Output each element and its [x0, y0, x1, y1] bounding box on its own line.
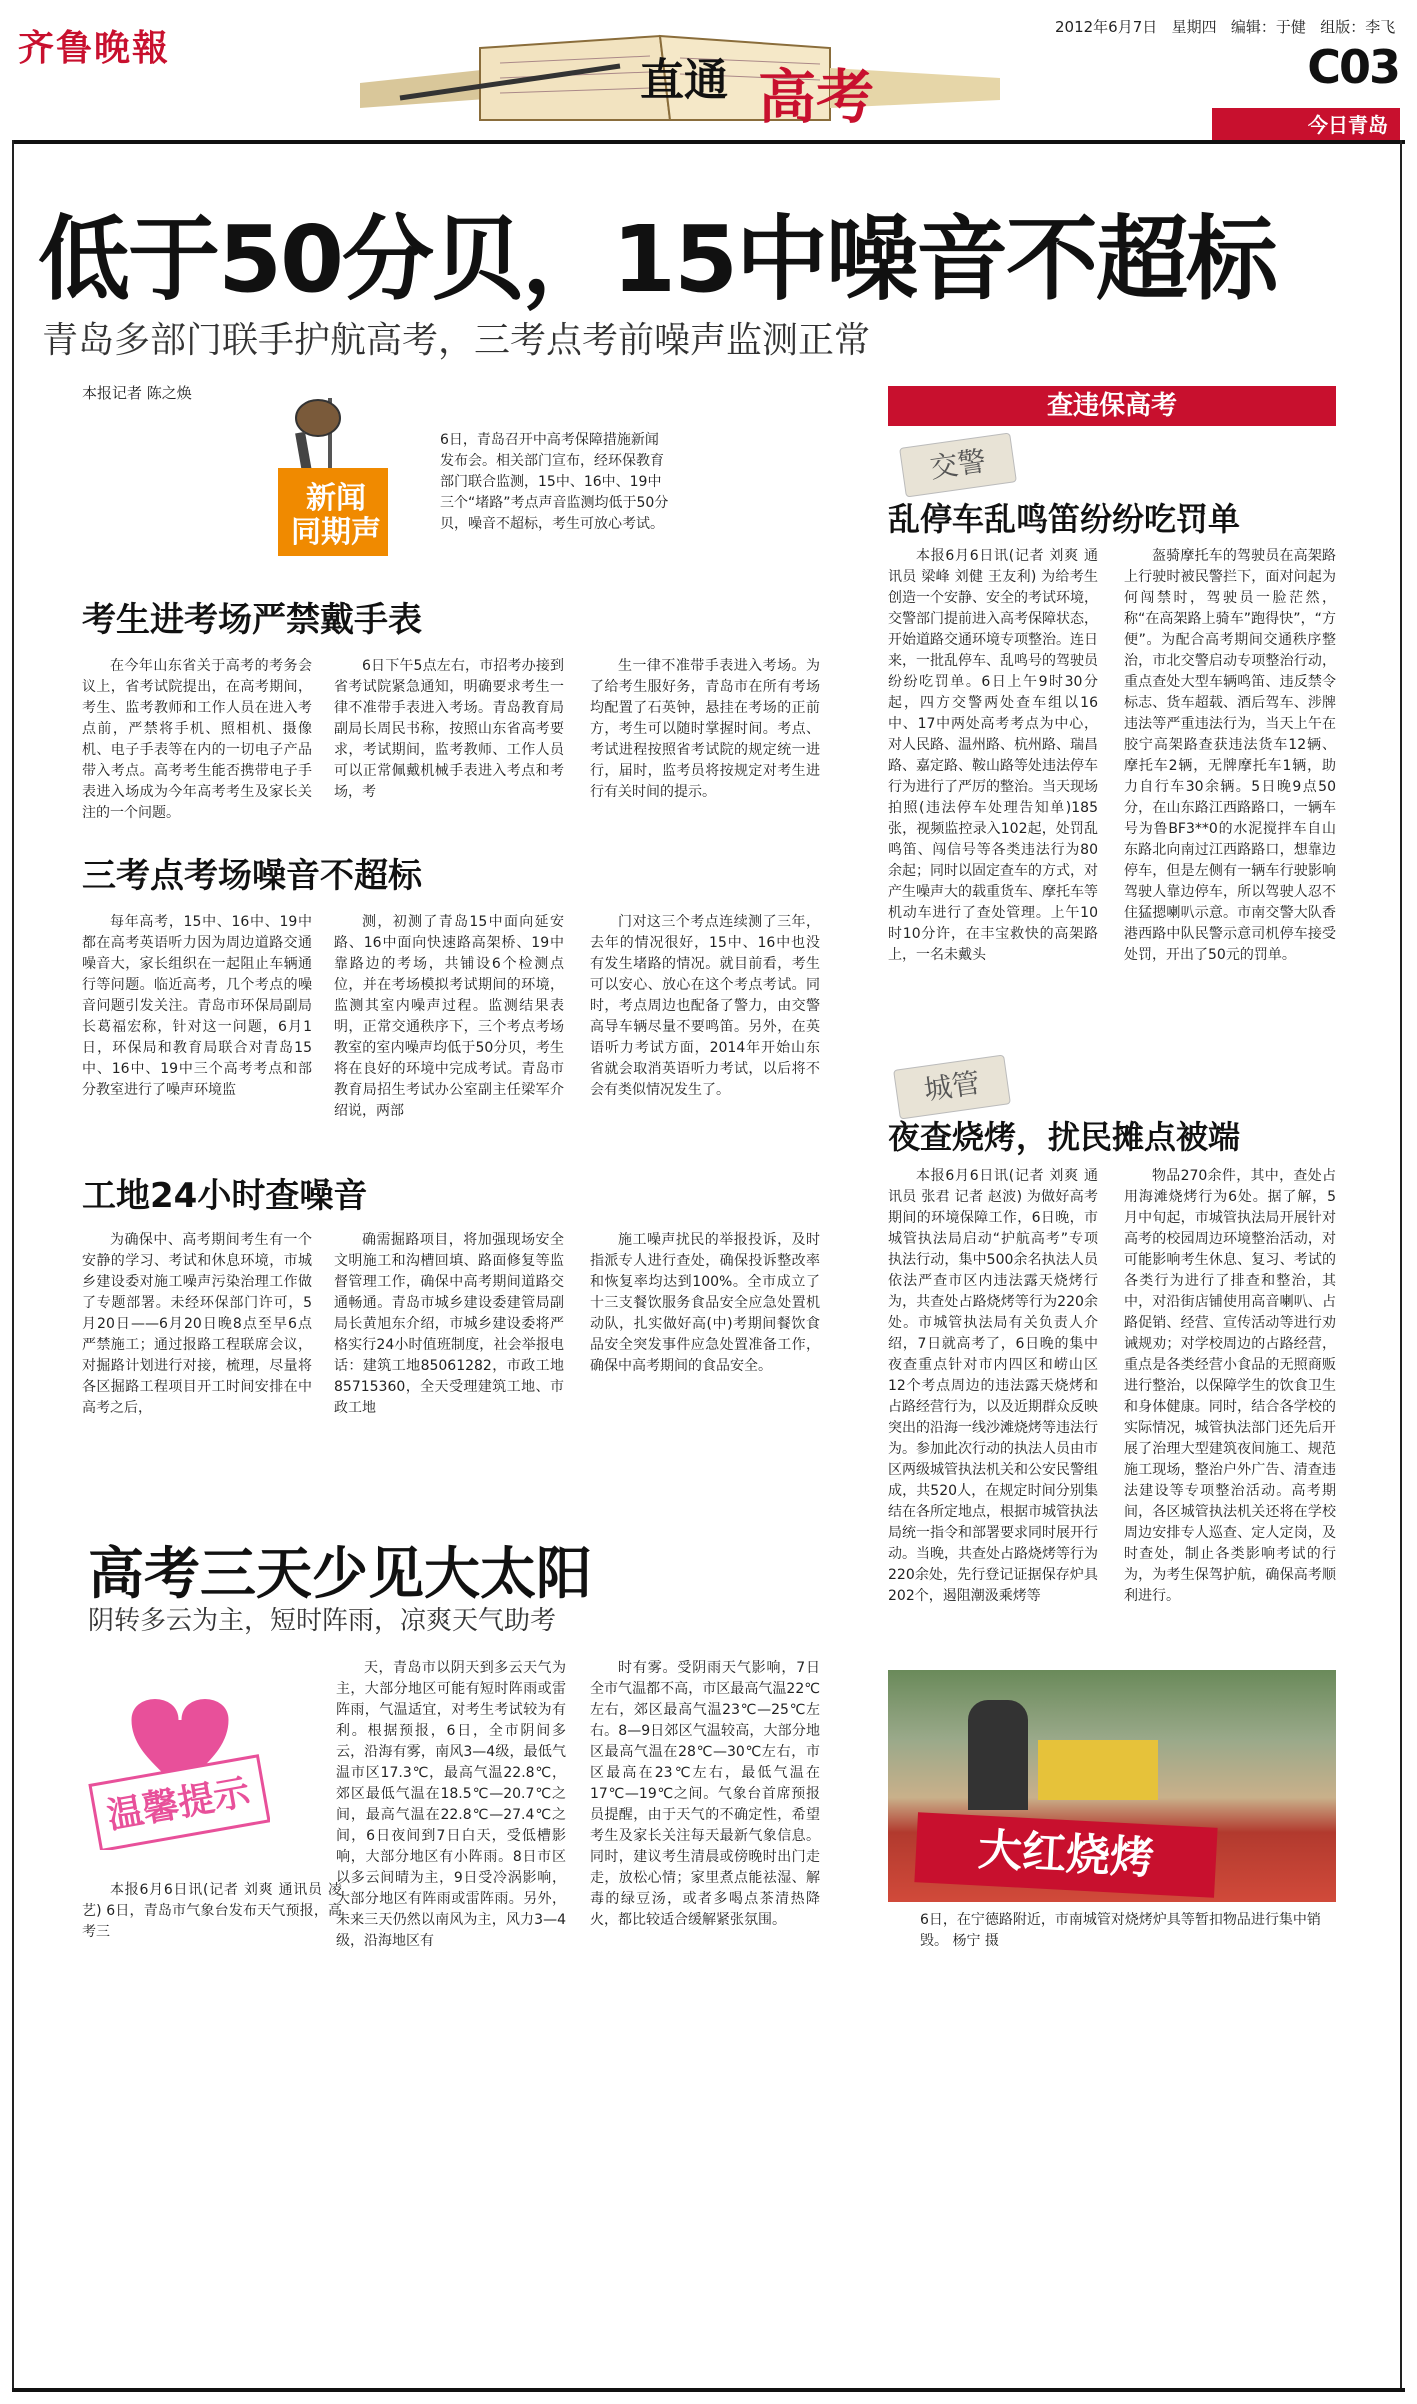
- section-2-col-3: 门对这三个考点连续测了三年，去年的情况很好，15中、16中也没有发生堵路的情况。就目前看，考生可以安心、放心在这个考点考试。同时，考点周边也配备了警力，由交警高导车辆尽量不要鸣笛。另外，在英语听力考试方面，2014年开始山东省就会取消英语听力考试，以后将不会有类似情况发生了。: [590, 914, 820, 1098]
- bbq-sign: 大红烧烤: [914, 1812, 1217, 1898]
- section-1-col-1: 在今年山东省关于高考的考务会议上，省考试院提出，在高考期间，考生、监考教师和工作人员在进入考点前，严禁将手机、照相机、摄像机、电子手表等在内的一切电子产品带入考点。高考考生能否携带电子手表进入场成为今年高考考生及家长关注的一个问题。: [82, 658, 312, 821]
- today-qingdao-label: 今日青岛: [1212, 108, 1400, 142]
- banner-title-gaokao: 高考: [758, 63, 875, 131]
- section-2-col-2: 测，初测了青岛15中面向延安路、16中面向快速路高架桥、19中靠路边的考场，共铺设6个检测点位，并在考场模拟考试期间的环境，监测其室内噪声过程。监测结果表明，正常交通秩序下，三个考点考场教室的室内噪声均低于50分贝，考生将在良好的环境中完成考试。青岛市教育局招生考试办公室副主任梁军介绍说，两部: [334, 914, 564, 1119]
- left-border: [12, 140, 14, 2390]
- weather-subhead: 阴转多云为主，短时阵雨，凉爽天气助考: [88, 1606, 557, 1636]
- main-subhead: 青岛多部门联手护航高考，三考点考前噪声监测正常: [42, 320, 871, 361]
- tip-sticker: [80, 1680, 270, 1850]
- top-rule: [12, 140, 1405, 144]
- weather-byline: 本报6月6日讯(记者 刘爽 通讯员 凌艺) 6日，青岛市气象台发布天气预报，高考三: [82, 1882, 342, 1940]
- issue-meta: [1055, 16, 1395, 37]
- news-photo: [888, 1670, 1336, 1902]
- section-1-col-3: 生一律不准带手表进入考场。为了给考生服好务，青岛市在所有考场均配置了石英钟，悬挂在考场的正前方，考生可以随时掌握时间。考点、考试进程按照省考试院的规定统一进行，届时，监考员将按规定对考生进行有关时间的提示。: [590, 658, 820, 800]
- right-section-banner: 查违保高考: [888, 386, 1336, 426]
- section-3-col-1: 为确保中、高考期间考生有一个安静的学习、考试和休息环境，市城乡建设委对施工噪声污染治理工作做了专题部署。未经环保部门许可，5月20日——6月20日晚8点至早6点严禁施工；通过报路工程联席会议，对掘路计划进行对接，梳理，尽量将各区掘路工程项目开工时间安排在中高考之后，: [82, 1232, 312, 1416]
- weather-col-2: 时有雾。受阴雨天气影响，7日全市气温都不高，市区最高气温22℃左右，郊区最高气温23℃—25℃左右。8—9日郊区气温较高，大部分地区最高气温在28℃—30℃左右，市区最高在23℃左右，最低气温在17℃—19℃之间。气象台首席预报员提醒，由于天气的不确定性，希望考生及家长关注每天最新气象信息。同时，建议考生清晨或傍晚时出门走走，放松心情；家里煮点能祛湿、解毒的绿豆汤，或者多喝点茶清热降火，都比较适合缓解紧张氛围。: [590, 1660, 820, 1928]
- traffic-col-2: 盔骑摩托车的驾驶员在高架路上行驶时被民警拦下，面对问起为何闯禁时，驾驶员一脸茫然，称“在高架路上骑车”跑得快”，“方便”。为配合高考期间交通秩序整治，市北交警启动专项整治行动，重点查处大型车辆鸣笛、违反禁令标志、货车超载、酒后驾车、涉牌违法等严重违法行为，当天上午在胶宁高架路查获违法货车12辆、摩托车2辆，无牌摩托车1辆，助力自行车30余辆。5日晚9点50分，在山东路江西路路口，一辆车号为鲁BF3**0的水泥搅拌车自山东路北向南过江西路路口，想靠边停车，但是左侧有一辆车行驶影响驾驶人靠边停车，所以驾驶人忍不住猛摁喇叭示意。市南交警大队香港西路中队民警示意司机停车接受处罚，开出了50元的罚单。: [1124, 548, 1336, 963]
- traffic-headline: 乱停车乱鸣笛纷纷吃罚单: [888, 500, 1241, 538]
- tag-city-management: 城管: [893, 1054, 1011, 1119]
- banner-title-direct: 直通: [640, 55, 728, 106]
- person-figure: [968, 1700, 1028, 1810]
- weather-col-1: 天，青岛市以阴天到多云天气为主，大部分地区可能有短时阵雨或雷阵雨，气温适宜，对考生考试较为有利。根据预报，6日，全市阴间多云，沿海有雾，南风3—4级，最低气温市区17.3℃，最高气温22.8℃，郊区最低气温在18.5℃—20.7℃之间，最高气温在22.8℃—27.4℃之间，6日夜间到7日白天，受低槽影响，大部分地区有小阵雨。8日市区以多云间晴为主，9日受冷涡影响，大部分地区有阵雨或雷阵雨。另外，未来三天仍然以南风为主，风力3—4级，沿海地区有: [336, 1660, 566, 1949]
- news-badge: [238, 398, 428, 568]
- section-title-noise: 三考点考场噪音不超标: [82, 856, 422, 896]
- section-title-watch: 考生进考场严禁戴手表: [82, 600, 422, 640]
- section-title-construction: 工地24小时查噪音: [82, 1176, 368, 1216]
- photo-caption: 6日，在宁德路附近，市南城管对烧烤炉具等暂扣物品进行集中销毁。 杨宁 摄: [920, 1912, 1321, 1949]
- issue-editor: 编辑：于健: [1230, 18, 1306, 36]
- issue-date: 2012年6月7日: [1055, 18, 1158, 36]
- issue-weekday: 星期四: [1171, 18, 1217, 36]
- page-number: C03: [1307, 40, 1399, 94]
- right-border: [1400, 140, 1402, 2390]
- section-3-col-3: 施工噪声扰民的举报投诉，及时指派专人进行查处，确保投诉整改率和恢复率均达到100%。全市成立了十三支餐饮服务食品安全应急处置机动队，扎实做好高(中)考期间餐饮食品安全突发事件应急处置准备工作，确保中高考期间的食品安全。: [590, 1232, 820, 1374]
- weather-headline: 高考三天少见大太阳: [88, 1542, 592, 1607]
- newspaper-logo: 齐鲁晚報: [18, 27, 171, 69]
- main-headline: 低于50分贝，15中噪音不超标: [38, 206, 1277, 313]
- bbq-col-1: 本报6月6日讯(记者 刘爽 通讯员 张君 记者 赵波) 为做好高考期间的环境保障工作，6日晚，市城管执法局启动“护航高考”专项执法行动，集中500余名执法人员依法严查市区内违法露天烧烤行为，共查处占路烧烤等行为220余处。市城管执法局有关负责人介绍，7日就高考了，6日晚的集中夜查重点针对市内四区和崂山区12个考点周边的违法露天烧烤和占路经营行为，以及近期群众反映突出的沿海一线沙滩烧烤等违法行为。参加此次行动的执法人员由市区两级城管执法机关和公安民警组成，共520人，在规定时间分别集结在各所定地点，根据市城管执法局统一指令和部署要求同时展开行动。当晚，共查处占路烧烤等行为220余处，先行登记证据保存炉具202个，遏阻潮汲乘烤等: [888, 1168, 1098, 1604]
- bottom-rule: [12, 2388, 1405, 2392]
- traffic-col-1: 本报6月6日讯(记者 刘爽 通讯员 梁峰 刘健 王友利) 为给考生创造一个安静、安全的考试环境，交警部门提前进入高考保障状态，开始道路交通环境专项整治。连日来，一批乱停车、乱鸣号的驾驶员纷纷吃罚单。6日上午9时30分起，四方交警两处查车组以16中、17中两处高考考点为中心，对人民路、温州路、杭州路、瑞昌路、嘉定路、鞍山路等处违法停车行为进行了严厉的整治。当天现场拍照(违法停车处理告知单)185张，视频监控录入102起，处罚乱鸣笛、闯信号等各类违法行为80余起；同时以固定查车的方式，对产生噪声大的载重货车、摩托车等机动车进行了查处管理。上午10时10分许，在丰宝救快的高架路上，一名未戴头: [888, 548, 1098, 963]
- issue-layout: 组版：李飞: [1320, 18, 1396, 36]
- bbq-headline: 夜查烧烤，扰民摊点被端: [888, 1118, 1241, 1156]
- tag-traffic-police: 交警: [899, 432, 1017, 497]
- tip-sticker-label: 温馨提示: [104, 1771, 254, 1838]
- bbq-stall: [1038, 1740, 1158, 1800]
- main-byline: 本报记者 陈之焕: [82, 384, 192, 402]
- lead-paragraph: 6日，青岛召开中高考保障措施新闻发布会。相关部门宣布，经环保教育部门联合监测，15中、16中、19中三个“堵路”考点声音监测均低于50分贝，噪音不超标，考生可放心考试。: [440, 432, 669, 532]
- section-1-col-2: 6日下午5点左右，市招考办接到省考试院紧急通知，明确要求考生一律不准带手表进入考场。青岛教育局副局长周民书称，按照山东省高考要求，考试期间，监考教师、工作人员可以正常佩戴机械手表进入考点和考场，考: [334, 658, 564, 800]
- section-2-col-1: 每年高考，15中、16中、19中都在高考英语听力因为周边道路交通噪音大，家长组织在一起阻止车辆通行等问题。临近高考，几个考点的噪音问题引发关注。青岛市环保局副局长葛福宏称，针对这一问题，6月1日，环保局和教育局联合对青岛15中、16中、19中三个高考考点和部分教室进行了噪声环境监: [82, 914, 312, 1098]
- section-3-col-2: 确需掘路项目，将加强现场安全文明施工和沟槽回填、路面修复等监督管理工作，确保中高考期间道路交通畅通。青岛市城乡建设委建管局副局长黄旭东介绍，市城乡建设委将严格实行24小时值班制度，社会举报电话：建筑工地85061282，市政工地85715360，全天受理建筑工地、市政工地: [334, 1232, 564, 1416]
- news-badge-label: 新闻 同期声: [291, 481, 381, 550]
- bbq-col-2: 物品270余件，其中，查处占用海滩烧烤行为6处。据了解，5月中旬起，市城管执法局开展针对高考的校园周边环境整治活动，对可能影响考生休息、复习、考试的各类行为进行了排查和整治，其中，对沿街店铺使用高音喇叭、占路促销、经营、宣传活动等进行劝诫规劝；对学校周边的占路经营，重点是各类经营小食品的无照商贩进行整治，以保障学生的饮食卫生和身体健康。同时，结合各学校的实际情况，城管执法部门还先后开展了治理大型建筑夜间施工、规范施工现场，整治户外广告、清查违法建设等专项整治活动。高考期间，各区城管执法机关还将在学校周边安排专人巡查、定人定岗，及时查处，制止各类影响考试的行为，为考生保驾护航，确保高考顺利进行。: [1124, 1168, 1336, 1604]
